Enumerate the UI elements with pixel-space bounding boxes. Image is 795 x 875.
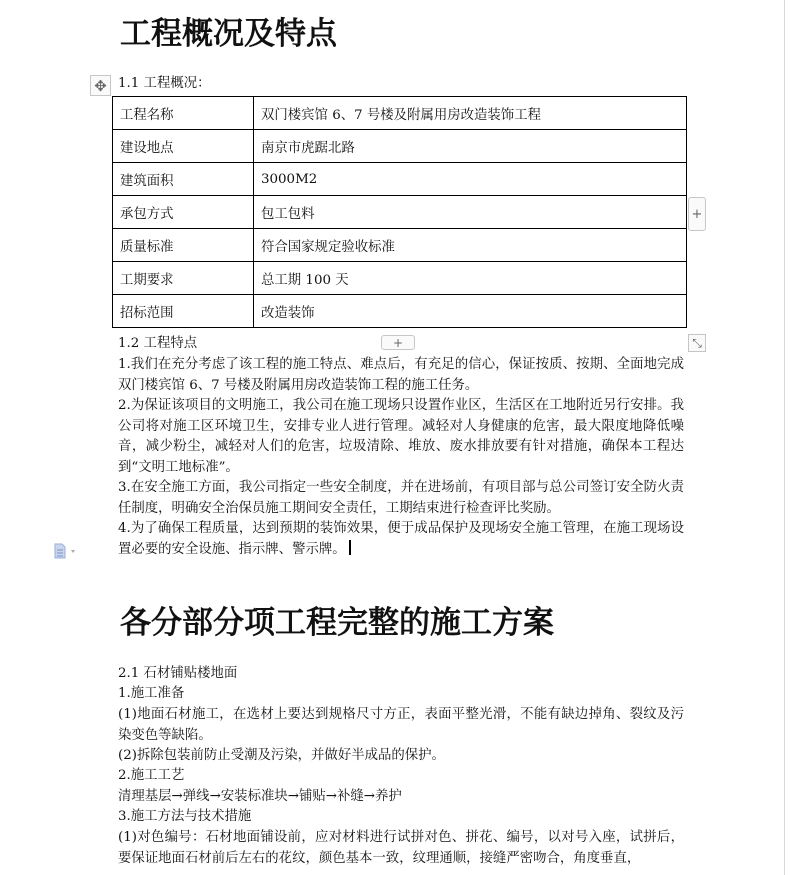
features-label: 1.2 工程特点 bbox=[118, 336, 198, 351]
document-icon[interactable] bbox=[54, 543, 78, 559]
step-construction-prep: 1.施工准备 bbox=[118, 686, 185, 701]
table-row bbox=[113, 163, 687, 196]
table-cell-value[interactable]: 双门楼宾馆 6、7 号楼及附属用房改造装饰工程 bbox=[254, 97, 687, 130]
table-resize-handle-icon[interactable]: ⤡ bbox=[688, 334, 706, 352]
heading-section-2: 各分部分项工程完整的施工方案 bbox=[120, 605, 554, 641]
table-cell-key[interactable]: 工期要求 bbox=[113, 262, 254, 295]
step-methods: 3.施工方法与技术措施 bbox=[118, 809, 252, 824]
table-cell-key[interactable]: 承包方式 bbox=[113, 196, 254, 229]
table-cell-key[interactable]: 工程名称 bbox=[113, 97, 254, 130]
table-row bbox=[113, 130, 687, 163]
add-column-button[interactable]: + bbox=[688, 197, 706, 231]
table-row bbox=[113, 262, 687, 295]
table-cell-key[interactable]: 建设地点 bbox=[113, 130, 254, 163]
table-cell-value[interactable]: 总工期 100 天 bbox=[254, 262, 687, 295]
add-row-button[interactable]: + bbox=[381, 335, 415, 350]
feature-paragraph-4 bbox=[118, 519, 684, 560]
table-row bbox=[113, 229, 687, 262]
subsection-2-1: 2.1 石材铺贴楼地面 bbox=[118, 666, 238, 681]
feature-paragraph-4-text: 4.为了确保工程质量，达到预期的装饰效果，便于成品保护及现场安全施工管理，在施工现场设置必要的安全设施、指示牌、警示牌。 bbox=[118, 521, 684, 557]
feature-paragraph-1: 1.我们在充分考虑了该工程的施工特点、难点后，有充足的信心，保证按质、按期、全面地完成双门楼宾馆 6、7 号楼及附属用房改造装饰工程的施工任务。 bbox=[118, 357, 684, 393]
table-cell-value[interactable]: 南京市虎踞北路 bbox=[254, 130, 687, 163]
text-cursor bbox=[349, 540, 351, 555]
table-row bbox=[113, 97, 687, 130]
table-cell-value[interactable]: 改造装饰 bbox=[254, 295, 687, 328]
page-edge bbox=[784, 0, 785, 875]
table-cell-key[interactable]: 招标范围 bbox=[113, 295, 254, 328]
table-row bbox=[113, 196, 687, 229]
heading-section-1: 工程概况及特点 bbox=[120, 16, 337, 52]
step-construction-process: 2.施工工艺 bbox=[118, 768, 185, 783]
overview-label: 1.1 工程概况： bbox=[118, 76, 211, 91]
process-flow: 清理基层→弹线→安装标准块→铺贴→补缝→养护 bbox=[118, 789, 402, 804]
table-cell-value[interactable]: 包工包料 bbox=[254, 196, 687, 229]
prep-item-1: (1)地面石材施工，在选材上要达到规格尺寸方正，表面平整光滑，不能有缺边掉角、裂纹及污染变色等缺陷。 bbox=[118, 707, 684, 743]
project-info-table bbox=[112, 96, 687, 328]
table-row bbox=[113, 295, 687, 328]
table-cell-value[interactable]: 符合国家规定验收标准 bbox=[254, 229, 687, 262]
prep-item-2: (2)拆除包装前防止受潮及污染，并做好半成品的保护。 bbox=[118, 748, 445, 763]
table-cell-value[interactable]: 3000M2 bbox=[254, 163, 687, 196]
table-move-handle-icon[interactable]: ✥ bbox=[90, 75, 111, 96]
feature-paragraph-2: 2.为保证该项目的文明施工，我公司在施工现场只设置作业区，生活区在工地附近另行安排。我公司将对施工区环境卫生，安排专业人进行管理。减轻对人身健康的危害，最大限度地降低噪音，减少粉尘，减轻对人们的危害，垃圾清除、堆放、废水排放要有针对措施，确保本工程达到“文明工地标准”。 bbox=[118, 398, 684, 475]
methods-item-1: (1)对色编号：石材地面铺设前，应对材料进行试拼对色、拼花、编号，以对号入座，试拼后，要保证地面石材前后左右的花纹，颜色基本一致，纹理通顺，接缝严密吻合，角度垂直， bbox=[118, 830, 684, 866]
feature-paragraph-3: 3.在安全施工方面，我公司指定一些安全制度，并在进场前，有项目部与总公司签订安全防火责任制度，明确安全治保员施工期间安全责任，工期结束进行检查评比奖励。 bbox=[118, 480, 684, 516]
table-cell-key[interactable]: 建筑面积 bbox=[113, 163, 254, 196]
table-cell-key[interactable]: 质量标准 bbox=[113, 229, 254, 262]
